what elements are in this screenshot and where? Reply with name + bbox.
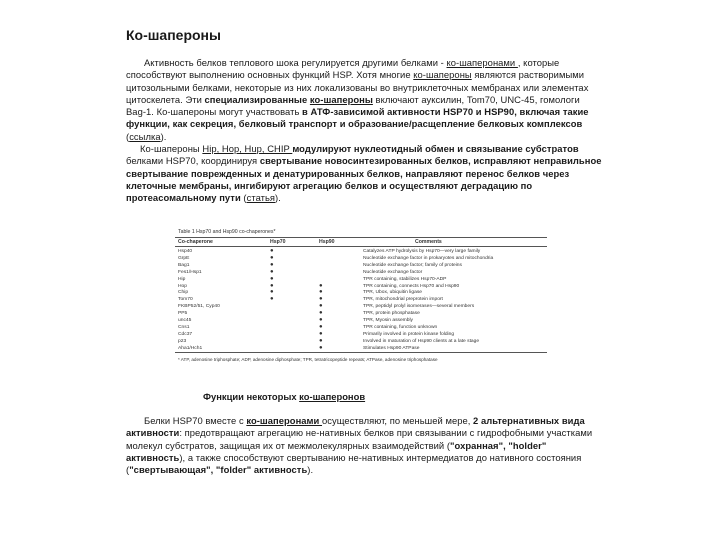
link-co-chaperones-3[interactable]: ко-шапероны bbox=[309, 93, 373, 105]
text-run: включают ауксилин, Tom70, UNC-45, гомологи Bag-1. Ко-шапероны могут участвовать bbox=[126, 93, 580, 118]
bold-run: в АТФ-зависимой активности HSP70 и HSP90, включая такие функции, как секреция, белковый транспорт и образование/расщепление белковых комплексов bbox=[126, 106, 589, 130]
cell-comment: TPR, protein phosphatase bbox=[363, 311, 420, 317]
cell-cochaperone: Chip bbox=[178, 290, 189, 296]
cell-comment: TPR containing, function unknown bbox=[363, 324, 438, 330]
hsp90-dot: ● bbox=[319, 330, 323, 337]
hsp90-dot: ● bbox=[319, 303, 323, 310]
bold-run: 2 альтернативных вида активности bbox=[126, 415, 585, 439]
text-run: ). bbox=[160, 130, 167, 142]
cell-comment: Nucleotide exchange factor bbox=[363, 269, 423, 275]
hsp90-dot: ● bbox=[319, 344, 323, 351]
table-row bbox=[175, 290, 547, 296]
link-reference[interactable]: ссылка bbox=[129, 130, 161, 142]
text-run: ). bbox=[307, 464, 314, 476]
cell-comment: TPR containing, stabilizes Hsp70-ADP bbox=[363, 276, 447, 282]
cell-cochaperone: Tom70 bbox=[178, 297, 193, 303]
bold-run: "охранная", "holder" активность bbox=[126, 439, 547, 463]
hsp90-dot: ● bbox=[319, 317, 323, 323]
table-row bbox=[175, 284, 547, 290]
text-run: ), а также способствуют свертыванию не-нативных интермедиатов до нативного состояния ( bbox=[126, 451, 582, 476]
hsp90-dot: ● bbox=[319, 296, 323, 303]
cell-comment: Stimulates Hsp90 ATPase bbox=[363, 345, 420, 351]
cell-comment: TPR, Myosin assembly bbox=[363, 318, 414, 323]
text-run: белками HSP70, координируя bbox=[126, 155, 260, 167]
table-row bbox=[175, 318, 547, 324]
cochaperone-table bbox=[175, 229, 547, 367]
table-row bbox=[175, 339, 547, 345]
paragraph-cochaperones-intro bbox=[126, 57, 602, 205]
page-title: Ко-шапероны bbox=[126, 27, 221, 43]
cell-comment: Involved in maturation of Hsp90 clients at a late stage bbox=[363, 338, 480, 344]
hsp70-dot: ● bbox=[270, 254, 274, 261]
cell-cochaperone: Cns1 bbox=[178, 324, 190, 330]
bold-run: "свертывающая", "folder" активность bbox=[129, 464, 308, 476]
hsp90-dot: ● bbox=[319, 337, 323, 344]
table-row bbox=[175, 325, 547, 331]
table-row bbox=[175, 346, 547, 352]
link-article[interactable]: статья bbox=[246, 192, 276, 204]
hsp70-dot: ● bbox=[270, 268, 274, 275]
cell-cochaperone: Hop bbox=[178, 283, 187, 289]
table-row bbox=[175, 297, 547, 303]
hsp90-dot: ● bbox=[319, 282, 323, 289]
text-run: : предотвращают агрегацию не-нативных белков при связывании с гидрофобными участками молекул субстратов, защищая их от межмолекулярных взаимодействий ( bbox=[126, 427, 593, 451]
cell-cochaperone: Hsp40 bbox=[178, 249, 193, 254]
cell-comment: TPR, mitochondrial preprotein import bbox=[363, 297, 443, 303]
table-caption: Table 1 Hsp70 and Hsp90 co-chaperones* bbox=[178, 229, 276, 235]
hsp70-dot: ● bbox=[270, 289, 274, 296]
cell-cochaperone: Aha1/Hch1 bbox=[178, 345, 203, 351]
cell-cochaperone: p23 bbox=[178, 338, 187, 344]
figure-caption bbox=[203, 391, 365, 402]
hsp70-dot: ● bbox=[270, 275, 274, 282]
table-header-hsp90: Hsp90 bbox=[319, 239, 335, 245]
cell-comment: Primarily involved in protein kinase folding bbox=[363, 331, 455, 337]
bold-run: специализированные bbox=[204, 93, 310, 105]
table-row bbox=[175, 332, 547, 338]
link-co-chaperones-caption[interactable]: ко-шаперонов bbox=[299, 391, 366, 402]
text-run: осуществляют, по меньшей мере, bbox=[322, 415, 474, 426]
cell-cochaperone: Hip bbox=[178, 276, 186, 282]
table-row bbox=[175, 270, 547, 276]
table-header-cochaperone: Co-chaperone bbox=[178, 239, 213, 245]
paragraph-hsp70-activities bbox=[126, 415, 602, 476]
cell-cochaperone: unc45 bbox=[178, 318, 192, 323]
table-header-hsp70: Hsp70 bbox=[270, 239, 286, 245]
link-co-chaperones[interactable]: ко-шаперонами bbox=[446, 57, 518, 68]
cell-cochaperone: Bag1 bbox=[178, 262, 190, 268]
hsp70-dot: ● bbox=[270, 282, 274, 289]
table-header-rule bbox=[175, 246, 547, 247]
cell-comment: Nucleotide exchange factor in prokaryotes and mitochondria bbox=[363, 255, 494, 261]
text-run: ( bbox=[126, 130, 130, 142]
cell-cochaperone: Cdc37 bbox=[178, 331, 193, 337]
hsp70-dot: ● bbox=[270, 248, 274, 254]
caption-text: Функции некоторых bbox=[203, 391, 300, 402]
table-row bbox=[175, 256, 547, 262]
hsp70-dot: ● bbox=[270, 296, 274, 303]
table-footnote: * ATP, adenosine triphosphate; ADP, adenosine diphosphate; TPR, tetratricopeptide repeats; ATPase, adenosine triphosphatase bbox=[178, 357, 438, 362]
table-header-comments: Comments bbox=[415, 239, 442, 245]
link-hip-hop-hup-chip[interactable]: Hip, Hop, Hup, CHIP bbox=[202, 143, 293, 155]
text-run: являются растворимыми цитозольными белками, некоторые из них локализованы во внутриклеточных мембранах или элементах цитоскелета. Эти bbox=[126, 69, 589, 105]
table-row bbox=[175, 263, 547, 269]
cell-cochaperone: GrpE bbox=[178, 255, 190, 261]
text-run: Ко-шапероны bbox=[140, 143, 203, 155]
cell-comment: Nucleotide exchange factor; family of proteins bbox=[363, 262, 462, 268]
text-run: Активность белков теплового шока регулируется другими белками - bbox=[144, 57, 447, 68]
cell-comment: TPR, Ubox, ubiquitin ligase bbox=[363, 290, 422, 296]
text-run: ( bbox=[240, 192, 247, 204]
cell-cochaperone: PP5 bbox=[178, 311, 188, 317]
bold-run: свертывание новосинтезированных белков, исправляют неправильное свертывание поврежденных и денатурированных белков, направляют перенос белков через клеточные мембраны, ингибируют агрегацию белков и осуществляют деградацию по протеасомальному пути bbox=[126, 155, 602, 204]
text-run: Белки HSP70 вместе с bbox=[144, 415, 247, 426]
hsp90-dot: ● bbox=[319, 289, 323, 296]
bold-run: модулируют нуклеотидный обмен и связывание субстратов bbox=[292, 143, 579, 155]
hsp70-dot: ● bbox=[270, 261, 274, 268]
cell-comment: Catalyzes ATP hydrolysis by Hsp70—very large family bbox=[363, 249, 481, 254]
table-top-rule bbox=[175, 237, 547, 238]
link-co-chaperones-2[interactable]: ко-шапероны bbox=[413, 69, 472, 81]
table-row bbox=[175, 311, 547, 317]
hsp90-dot: ● bbox=[319, 323, 323, 330]
table-bottom-rule bbox=[175, 352, 547, 353]
hsp90-dot: ● bbox=[319, 310, 323, 317]
text-run: , которые способствуют выполнению основных функций HSP. Хотя многие bbox=[126, 57, 560, 81]
cell-cochaperone: FKBP52/51, Cyp40 bbox=[178, 304, 220, 310]
cell-cochaperone: Fes1/Hsp1 bbox=[178, 269, 202, 275]
text-run: ). bbox=[275, 192, 281, 204]
link-co-chaperones-4[interactable]: ко-шаперонами bbox=[246, 415, 323, 426]
table-row bbox=[175, 277, 547, 283]
table-row bbox=[175, 304, 547, 310]
cell-comment: TPR containing, connects Hsp70 and Hsp90 bbox=[363, 283, 460, 289]
cell-comment: TPR, peptidyl prolyl isomerases—several members bbox=[363, 304, 475, 310]
table-row bbox=[175, 249, 547, 255]
